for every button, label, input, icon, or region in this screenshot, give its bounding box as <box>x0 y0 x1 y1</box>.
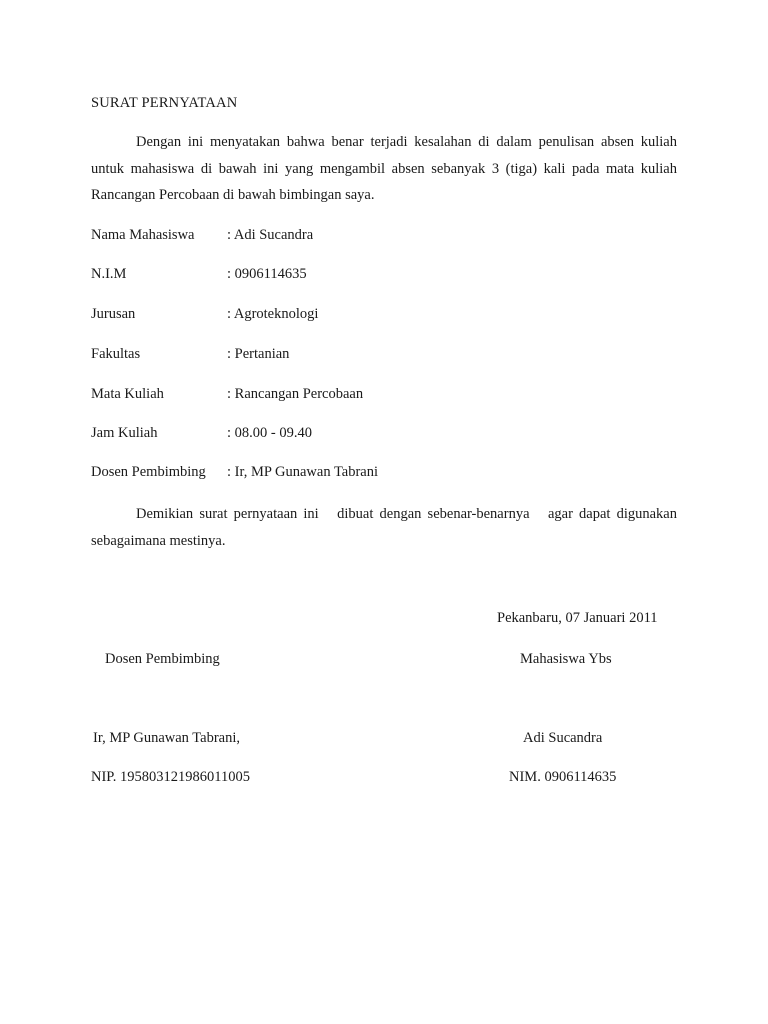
field-label: Mata Kuliah <box>91 386 164 402</box>
field-label: Dosen Pembimbing <box>91 464 206 480</box>
field-value: : 08.00 - 09.40 <box>227 425 312 441</box>
field-label: N.I.M <box>91 266 127 282</box>
closing-line-1: Demikian surat pernyataan ini dibuat dengan sebenar-benarnya agar dapat digunakan <box>136 506 677 522</box>
right-signatory-name: Adi Sucandra <box>523 730 603 746</box>
left-signatory-name: Ir, MP Gunawan Tabrani, <box>93 730 240 746</box>
field-label: Fakultas <box>91 346 141 362</box>
closing-paragraph <box>91 501 677 554</box>
intro-line-2: untuk mahasiswa di bawah ini yang mengambil absen sebanyak 3 (tiga) kali pada mata kuliah <box>91 160 677 177</box>
field-value: : Rancangan Percobaan <box>227 386 364 402</box>
left-signatory-role: Dosen Pembimbing <box>105 651 220 667</box>
right-signatory-role: Mahasiswa Ybs <box>520 651 612 667</box>
field-label: Jam Kuliah <box>91 425 158 441</box>
intro-line-3: Rancangan Percobaan di bawah bimbingan saya. <box>91 187 375 203</box>
field-label: Jurusan <box>91 306 136 322</box>
field-value: : Agroteknologi <box>227 306 319 322</box>
place-date: Pekanbaru, 07 Januari 2011 <box>497 610 658 626</box>
closing-line-2: sebagaimana mestinya. <box>91 532 226 549</box>
letter-title: SURAT PERNYATAAN <box>91 95 238 111</box>
intro-line-1: Dengan ini menyatakan bahwa benar terjadi kesalahan di dalam penulisan absen kuliah <box>136 134 677 150</box>
field-value: : Adi Sucandra <box>227 227 314 243</box>
field-label: Nama Mahasiswa <box>91 227 195 243</box>
left-signatory-nip: NIP. 195803121986011005 <box>91 769 250 785</box>
field-value: : Ir, MP Gunawan Tabrani <box>227 464 379 480</box>
field-value: : 0906114635 <box>227 266 307 282</box>
right-signatory-nim: NIM. 0906114635 <box>509 769 617 785</box>
intro-paragraph <box>91 129 677 209</box>
field-value: : Pertanian <box>227 346 290 362</box>
